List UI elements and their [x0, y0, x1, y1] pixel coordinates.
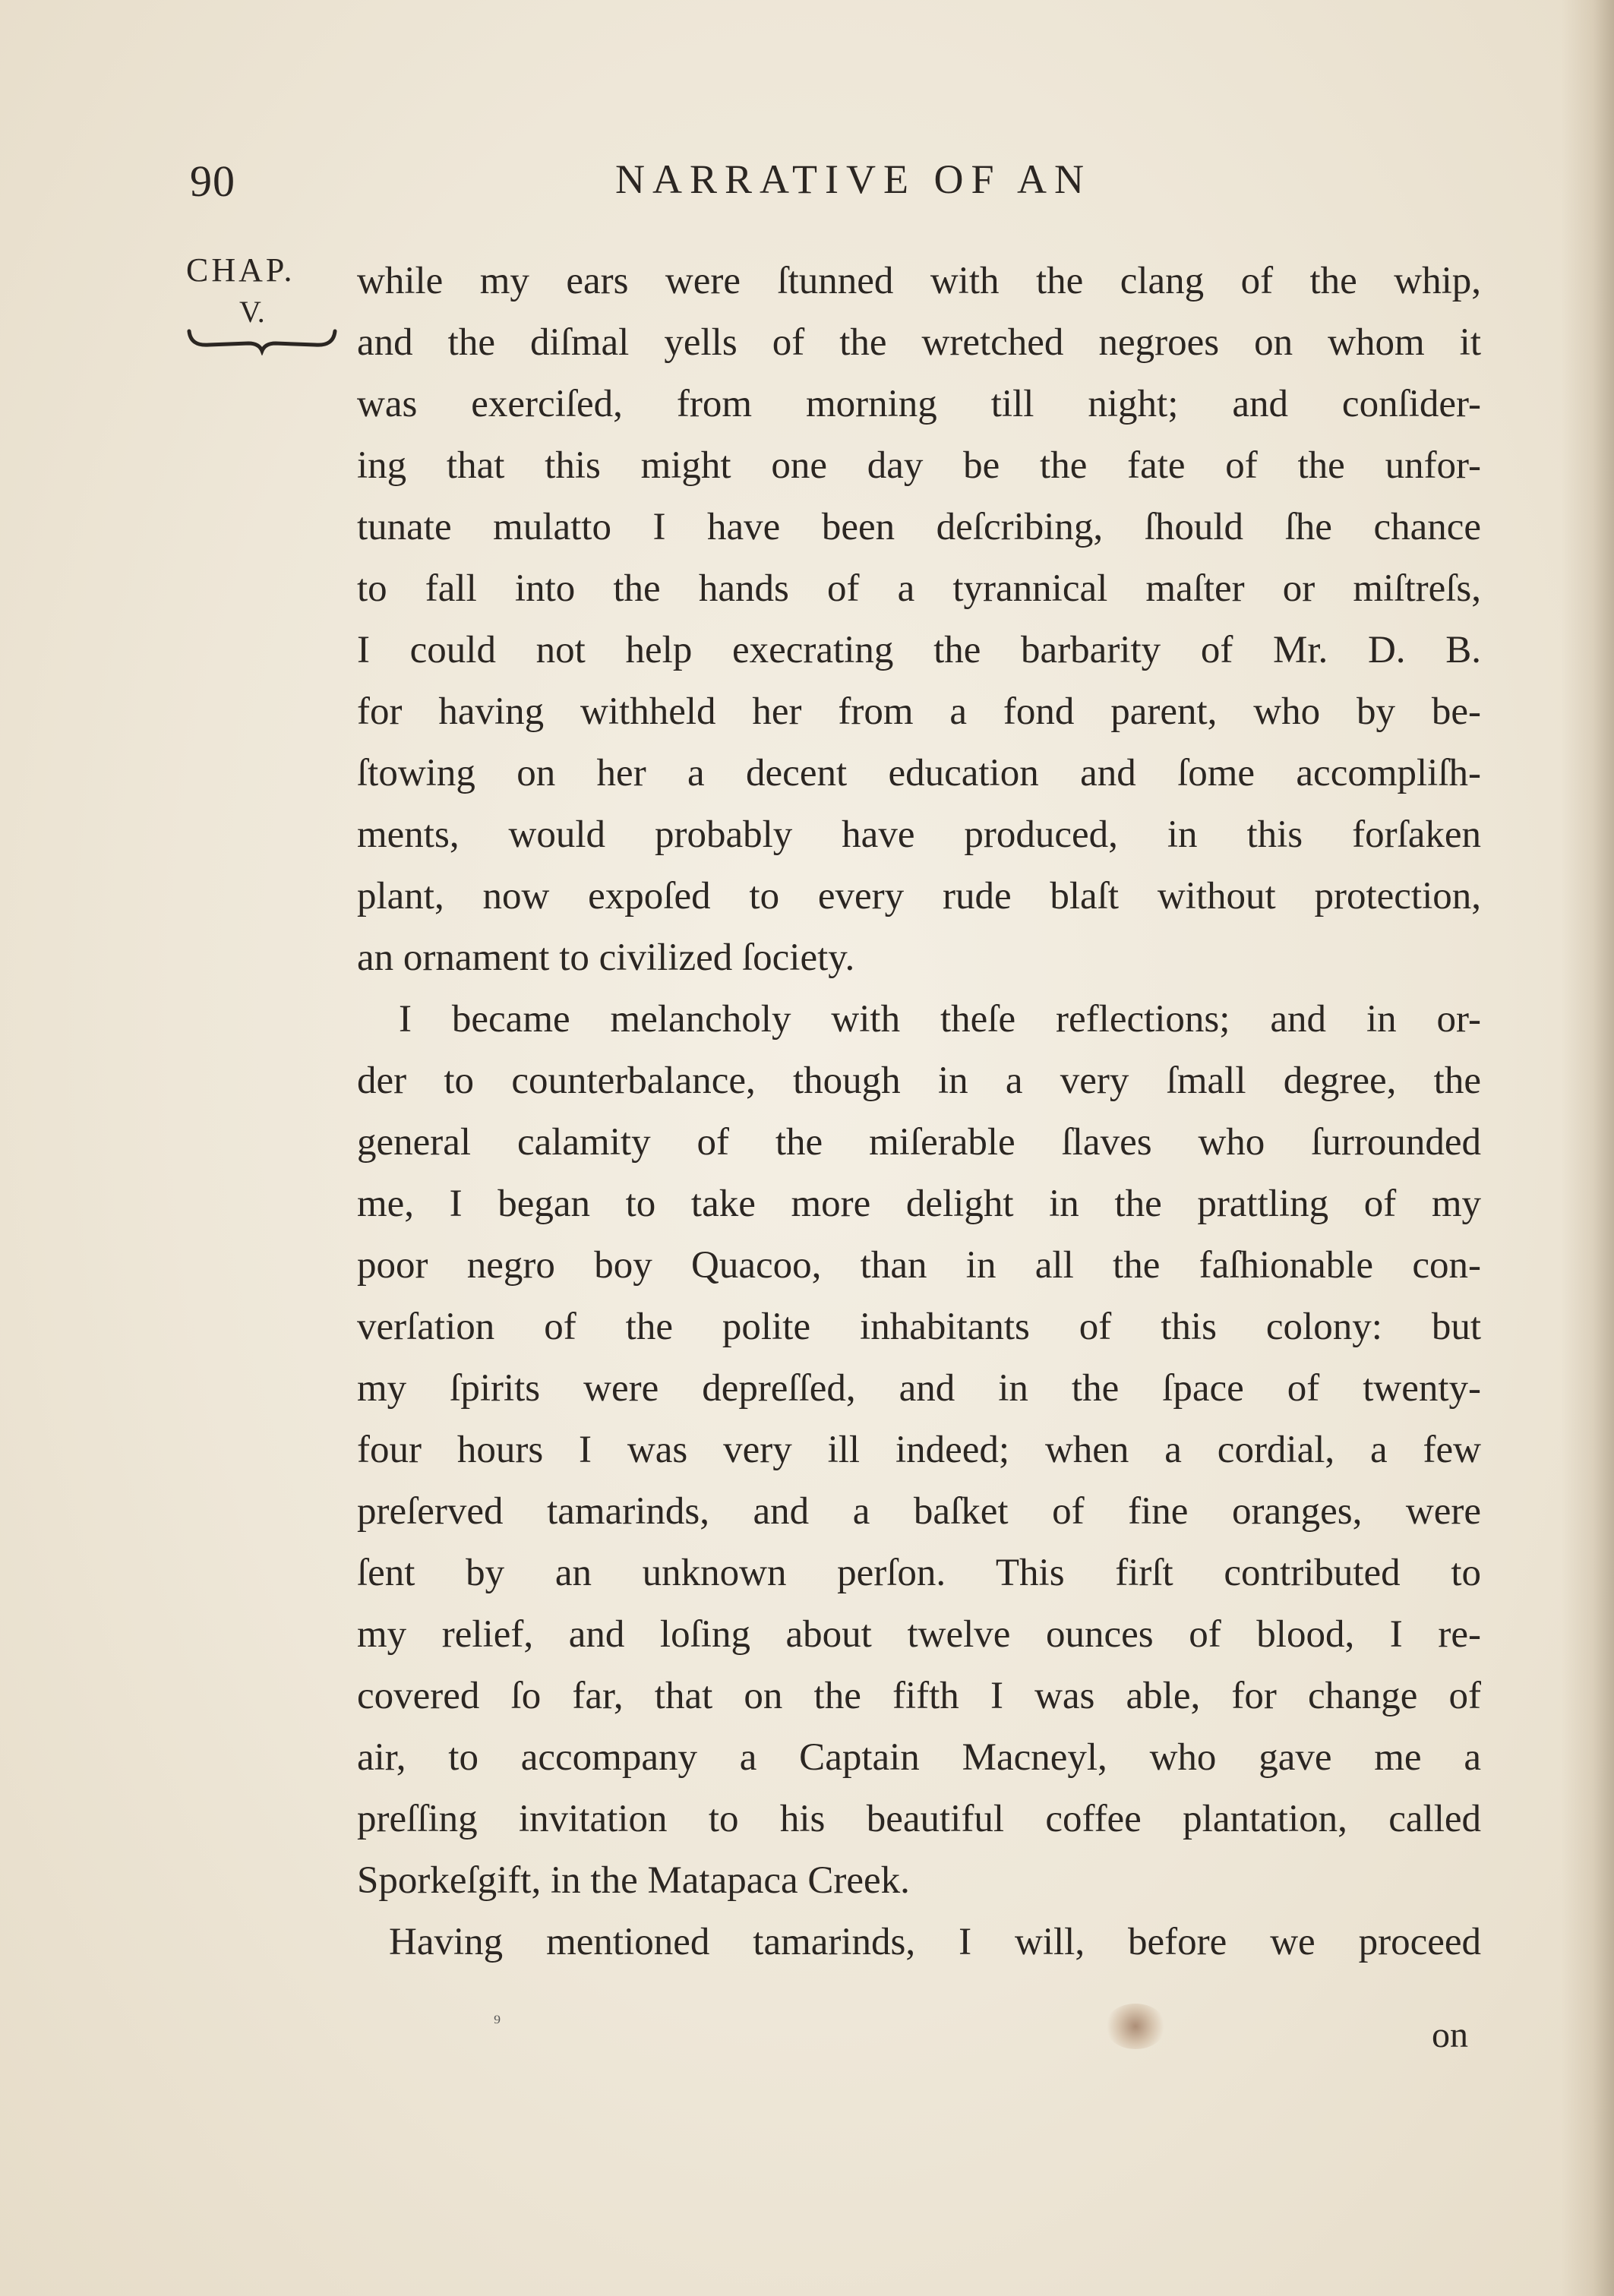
text-line: tunate mulatto I have been deſcribing, ſhould ſhe chance [357, 506, 1481, 548]
text-line: I became melancholy with theſe reflections; and in or- [399, 998, 1481, 1041]
text-line: four hours I was very ill indeed; when a cordial, a few [357, 1429, 1481, 1471]
catchword: on [1432, 2015, 1468, 2055]
text-line: my ſpirits were depreſſed, and in the ſpace of twenty- [357, 1367, 1481, 1410]
chapter-number: V. [239, 295, 265, 329]
text-line: covered ſo far, that on the fifth I was able, for change of [357, 1675, 1481, 1717]
text-line: while my ears were ſtunned with the clang of the whip, [357, 260, 1481, 302]
text-line: general calamity of the miſerable ſlaves who ſurrounded [357, 1121, 1481, 1164]
text-line: ing that this might one day be the fate of the unfor- [357, 444, 1481, 487]
text-line: was exerciſed, from morning till night; and conſider- [357, 383, 1481, 425]
ink-stain [1105, 2004, 1166, 2049]
text-line: verſation of the polite inhabitants of this colony: but [357, 1306, 1481, 1348]
text-line: and the diſmal yells of the wretched negroes on whom it [357, 321, 1481, 364]
chapter-marginal-label [186, 251, 338, 355]
text-line: Sporkeſgift, in the Matapaca Creek. [357, 1859, 910, 1902]
running-head: NARRATIVE OF AN [615, 156, 1092, 202]
text-line: ſtowing on her a decent education and ſome accompliſh- [357, 752, 1481, 794]
text-line: der to counterbalance, though in a very ſmall degree, the [357, 1060, 1481, 1102]
text-line: I could not help execrating the barbarity of Mr. D. B. [357, 629, 1481, 671]
text-line: my relief, and loſing about twelve ounces of blood, I re- [357, 1613, 1481, 1656]
body-text [357, 251, 1481, 1973]
text-line: preſerved tamarinds, and a baſket of fine oranges, were [357, 1490, 1481, 1533]
text-line: ſent by an unknown perſon. This firſt contributed to [357, 1552, 1481, 1594]
text-line: ments, would probably have produced, in this forſaken [357, 813, 1481, 856]
page-header [190, 156, 1481, 216]
text-line: me, I began to take more delight in the prattling of my [357, 1183, 1481, 1225]
text-line: poor negro boy Quacoo, than in all the faſhionable con- [357, 1244, 1481, 1287]
signature-mark: ⁹ [494, 2011, 501, 2033]
page-number: 90 [190, 156, 235, 206]
text-line: air, to accompany a Captain Macneyl, who gave me a [357, 1736, 1481, 1779]
page-edge-shadow [1561, 0, 1614, 2296]
text-line: preſſing invitation to his beautiful coffee plantation, called [357, 1798, 1481, 1840]
text-line: to fall into the hands of a tyrannical maſter or miſtreſs, [357, 567, 1481, 610]
text-line: Having mentioned tamarinds, I will, before we proceed [389, 1921, 1481, 1963]
chapter-word: CHAP. [186, 251, 295, 289]
text-line: for having withheld her from a fond parent, who by be- [357, 690, 1481, 733]
text-line: an ornament to civilized ſociety. [357, 936, 855, 979]
text-line: plant, now expoſed to every rude blaſt without protection, [357, 875, 1481, 917]
chapter-brace-icon [186, 325, 338, 355]
